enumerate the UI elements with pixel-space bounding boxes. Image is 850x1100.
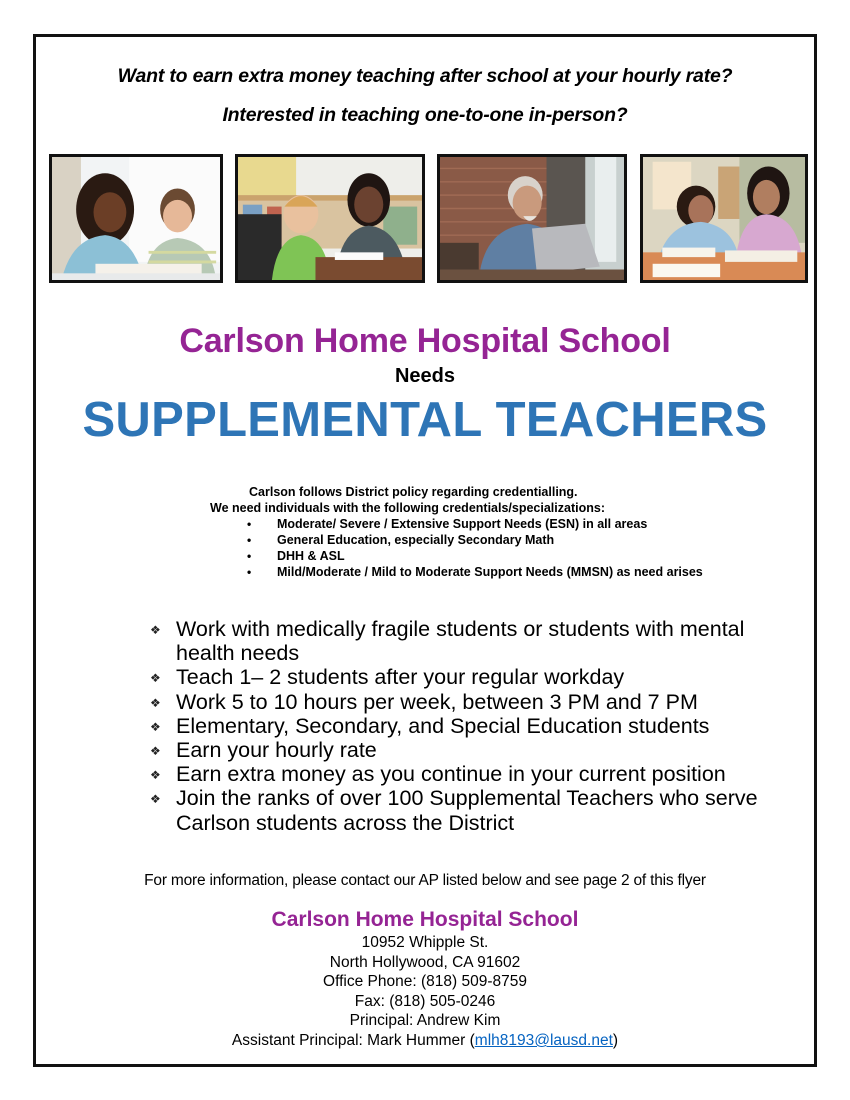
more-info-text: For more information, please contact our AP listed below and see page 2 of this flyer [144,872,706,889]
credential-item: • DHH & ASL [247,549,345,563]
four-diamond-bullet-icon: ❖ [150,671,161,686]
intro-question-earn: Want to earn extra money teaching after school at your hourly rate? [117,65,733,87]
bullet-icon: • [247,565,252,579]
photo-online-teacher-laptop [437,154,627,283]
four-diamond-bullet-icon: ❖ [150,719,161,734]
bullet-icon: • [247,549,252,563]
benefit-item: ❖ Earn your hourly rate [150,738,377,763]
needs-label: Needs [394,365,456,387]
contact-school-name: Carlson Home Hospital School [271,908,579,931]
credentials-list [247,516,814,580]
four-diamond-bullet-icon: ❖ [150,695,161,710]
benefit-item: ❖ Teach 1– 2 students after your regular workday [150,665,625,690]
supplemental-teachers-title: SUPPLEMENTAL TEACHERS [82,393,768,447]
flyer-page [33,34,817,1067]
policy-statement: Carlson follows District policy regarding credentialling. [249,485,578,499]
intro-question-one-to-one: Interested in teaching one-to-one in-person? [222,104,628,126]
four-diamond-bullet-icon: ❖ [150,768,161,783]
four-diamond-bullet-icon: ❖ [150,792,161,807]
benefit-item: ❖ Work 5 to 10 hours per week, between 3 PM and 7 PM [150,689,698,714]
four-diamond-bullet-icon: ❖ [150,623,161,637]
credentials-intro: We need individuals with the following credentials/specializations: [210,501,605,515]
contact-assistant-principal: Assistant Principal: Mark Hummer (mlh8193@lausd.net) [231,1031,619,1049]
contact-fax: Fax: (818) 505-0246 [354,992,496,1010]
contact-address: 10952 Whipple St. [361,934,489,951]
credential-item: • General Education, especially Secondary Math [247,533,555,547]
credential-item: • Moderate/ Severe / Extensive Support Needs (ESN) in all areas [247,517,648,531]
contact-city: North Hollywood, CA 91602 [329,953,521,971]
credential-item: • Mild/Moderate / Mild to Moderate Support Needs (MMSN) as need arises [247,565,703,579]
contact-phone: Office Phone: (818) 509-8759 [323,973,527,991]
photo-teacher-with-student [235,154,425,283]
photo-women-studying [640,154,808,283]
benefit-item: ❖ Elementary, Secondary, and Special Education students [150,713,710,738]
ap-email-link[interactable]: mlh8193@lausd.net [474,1031,613,1049]
contact-principal: Principal: Andrew Kim [349,1012,501,1030]
bullet-icon: • [247,533,252,547]
credential-policy [36,484,814,580]
benefit-item: ❖ Work with medically fragile students or students with mental health needs [150,617,745,666]
four-diamond-bullet-icon: ❖ [150,744,161,759]
benefits-list [148,617,788,835]
photo-tutor-reading [49,154,223,283]
contact-block [36,906,814,1051]
benefit-item: ❖ Earn extra money as you continue in your current position [150,762,726,787]
bullet-icon: • [247,517,252,531]
benefit-item: ❖ Join the ranks of over 100 Supplemental Teachers who serve Carlson students across the District [150,786,758,835]
school-name-heading: Carlson Home Hospital School [179,322,671,360]
